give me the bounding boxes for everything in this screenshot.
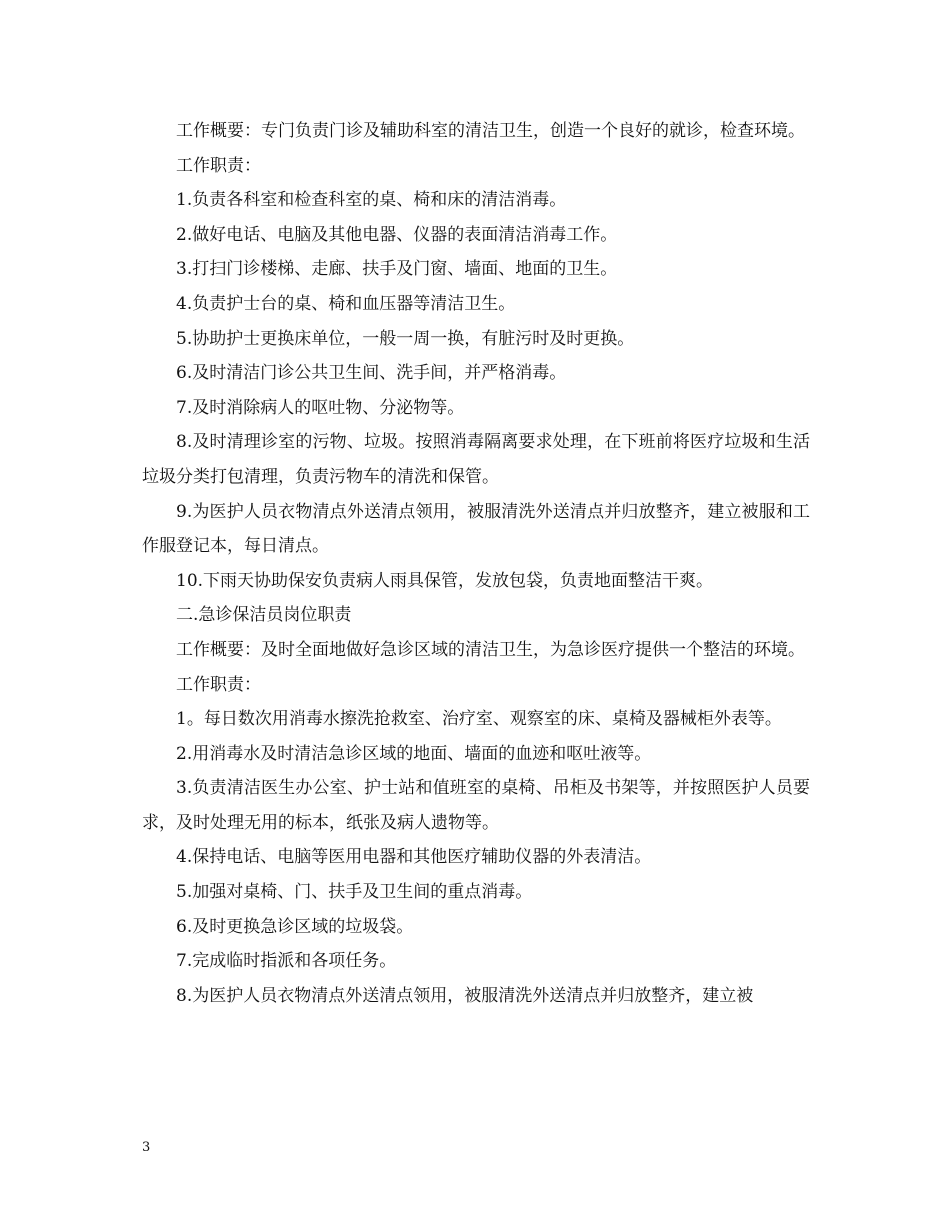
paragraph-duty-7: 7.及时消除病人的呕吐物、分泌物等。 [176, 397, 465, 418]
paragraph-emergency-duty-1: 1。每日数次用消毒水擦洗抢救室、治疗室、观察室的床、桌椅及器械柜外表等。 [176, 709, 782, 730]
paragraph-emergency-duty-2: 2.用消毒水及时清洁急诊区域的地面、墙面的血迹和呕吐液等。 [176, 743, 652, 764]
paragraph-emergency-duty-7: 7.完成临时指派和各项任务。 [176, 951, 397, 972]
document-body [142, 114, 810, 1013]
paragraph-duty-5: 5.协助护士更换床单位，一般一周一换，有脏污时及时更换。 [176, 328, 635, 349]
paragraph-emergency-duty-8: 8.为医护人员衣物清点外送清点领用，被服清洗外送清点并归放整齐，建立被 [176, 985, 754, 1006]
paragraph-duty-3: 3.打扫门诊楼梯、走廊、扶手及门窗、墙面、地面的卫生。 [176, 259, 618, 280]
paragraph-duty-1: 1.负责各科室和检查科室的桌、椅和床的清洁消毒。 [176, 190, 567, 211]
page-number: 3 [142, 1140, 151, 1155]
paragraph-emergency-duty-5: 5.加强对桌椅、门、扶手及卫生间的重点消毒。 [176, 882, 533, 903]
paragraph-duty-2: 2.做好电话、电脑及其他电器、仪器的表面清洁消毒工作。 [176, 224, 618, 245]
paragraph-duties-heading-1: 工作职责： [176, 155, 261, 176]
paragraph-duty-9: 9.为医护人员衣物清点外送清点领用，被服清洗外送清点并归放整齐，建立被服和工作服登记本，每日清点。 [142, 501, 810, 557]
paragraph-overview-2: 工作概要：及时全面地做好急诊区域的清洁卫生，为急诊医疗提供一个整洁的环境。 [176, 639, 805, 660]
paragraph-overview-1: 工作概要：专门负责门诊及辅助科室的清洁卫生，创造一个良好的就诊，检查环境。 [176, 121, 805, 141]
paragraph-duty-10: 10.下雨天协助保安负责病人雨具保管，发放包袋，负责地面整洁干爽。 [176, 570, 714, 591]
section-heading-emergency: 二.急诊保洁员岗位职责 [176, 605, 352, 626]
paragraph-emergency-duty-6: 6.及时更换急诊区域的垃圾袋。 [176, 916, 414, 937]
paragraph-emergency-duty-4: 4.保持电话、电脑等医用电器和其他医疗辅助仪器的外表清洁。 [176, 847, 652, 868]
paragraph-duty-6: 6.及时清洁门诊公共卫生间、洗手间，并严格消毒。 [176, 363, 567, 384]
paragraph-duties-heading-2: 工作职责： [176, 674, 261, 695]
paragraph-emergency-duty-3: 3.负责清洁医生办公室、护士站和值班室的桌椅、吊柜及书架等，并按照医护人员要求，及时处理无用的标本，纸张及病人遗物等。 [142, 778, 810, 833]
paragraph-duty-8: 8.及时清理诊室的污物、垃圾。按照消毒隔离要求处理，在下班前将医疗垃圾和生活垃圾分类打包清理，负责污物车的清洗和保管。 [142, 432, 810, 487]
paragraph-duty-4: 4.负责护士台的桌、椅和血压器等清洁卫生。 [176, 293, 516, 314]
